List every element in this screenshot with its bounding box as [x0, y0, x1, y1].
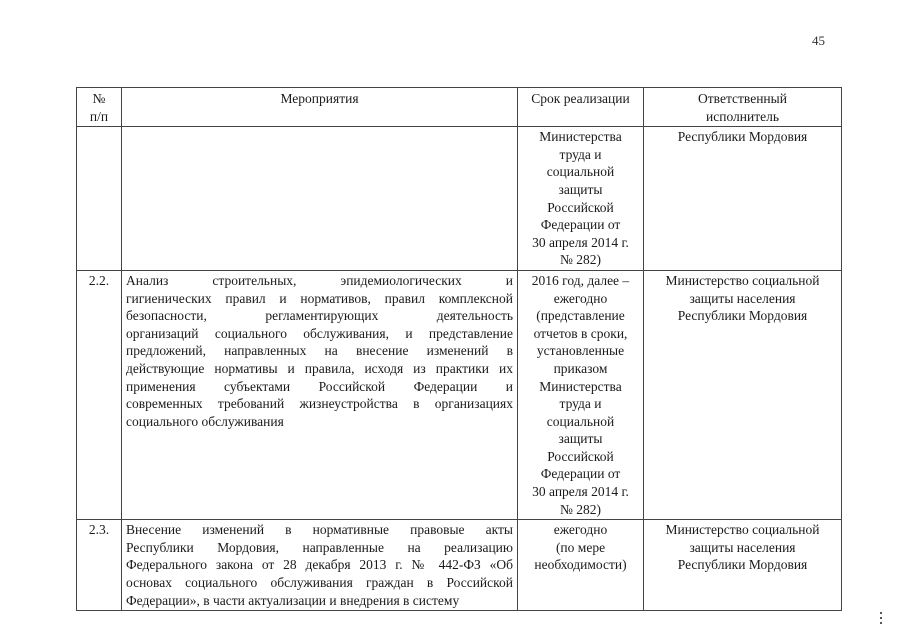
header-responsible: Ответственный исполнитель: [644, 88, 842, 127]
page-number: 45: [812, 33, 825, 48]
header-num: № п/п: [77, 88, 122, 127]
activity-text-line: современных требований жизнеустройства в организациях: [126, 396, 513, 412]
scan-artifact-marks: [878, 612, 884, 632]
activity-text-line: Республики Мордовия, направленные на реализацию: [126, 539, 513, 555]
activity-text-line: Федерации», в части актуализации и внедрения в систему: [126, 592, 460, 608]
header-activity: Мероприятия: [122, 88, 518, 127]
activity-text-line: применения субъектами Российской Федерации и: [126, 378, 513, 394]
row-activity: [122, 520, 518, 611]
activity-text-line: социального обслуживания: [126, 413, 284, 429]
row-activity: [122, 127, 518, 271]
row-number: 2.2.: [77, 270, 122, 519]
activity-text-line: Федерального закона от 28 декабря 2013 г. № 442-ФЗ «Об: [126, 557, 513, 573]
row-responsible: Министерство социальной защиты населения Республики Мордовия: [644, 520, 842, 611]
activity-text-line: Внесение изменений в нормативные правовые акты: [126, 522, 513, 538]
activity-text-line: действующие нормативы и правила, исходя из практики их: [126, 360, 513, 376]
activities-table: [76, 87, 842, 611]
row-number: [77, 127, 122, 271]
activity-text-line: организаций социального обслуживания, и представление: [126, 325, 513, 341]
header-term: Срок реализации: [518, 88, 644, 127]
activity-text-line: Анализ строительных, эпидемиологических и: [126, 272, 513, 288]
row-activity: [122, 270, 518, 519]
table-header-row: [77, 88, 842, 127]
row-responsible: Министерство социальной защиты населения Республики Мордовия: [644, 270, 842, 519]
activity-text-line: безопасности, регламентирующих деятельность: [126, 308, 513, 324]
activity-text-line: предложений, направленных на внесение изменений в: [126, 343, 513, 359]
row-term: 2016 год, далее – ежегодно (представление отчетов в сроки, установленные приказом Министерства труда и социальной защиты Российской Федерации от 30 апреля 2014 г. № 282): [518, 270, 644, 519]
table-row: [77, 127, 842, 271]
table-row: [77, 520, 842, 611]
row-responsible: Республики Мордовия: [644, 127, 842, 271]
row-number: 2.3.: [77, 520, 122, 611]
activity-text-line: гигиенических правил и нормативов, правил комплексной: [126, 290, 513, 306]
row-term: ежегодно (по мере необходимости): [518, 520, 644, 611]
table-row: [77, 270, 842, 519]
row-term: Министерства труда и социальной защиты Российской Федерации от 30 апреля 2014 г. № 282): [518, 127, 644, 271]
activity-text-line: основах социального обслуживания граждан в Российской: [126, 575, 513, 591]
